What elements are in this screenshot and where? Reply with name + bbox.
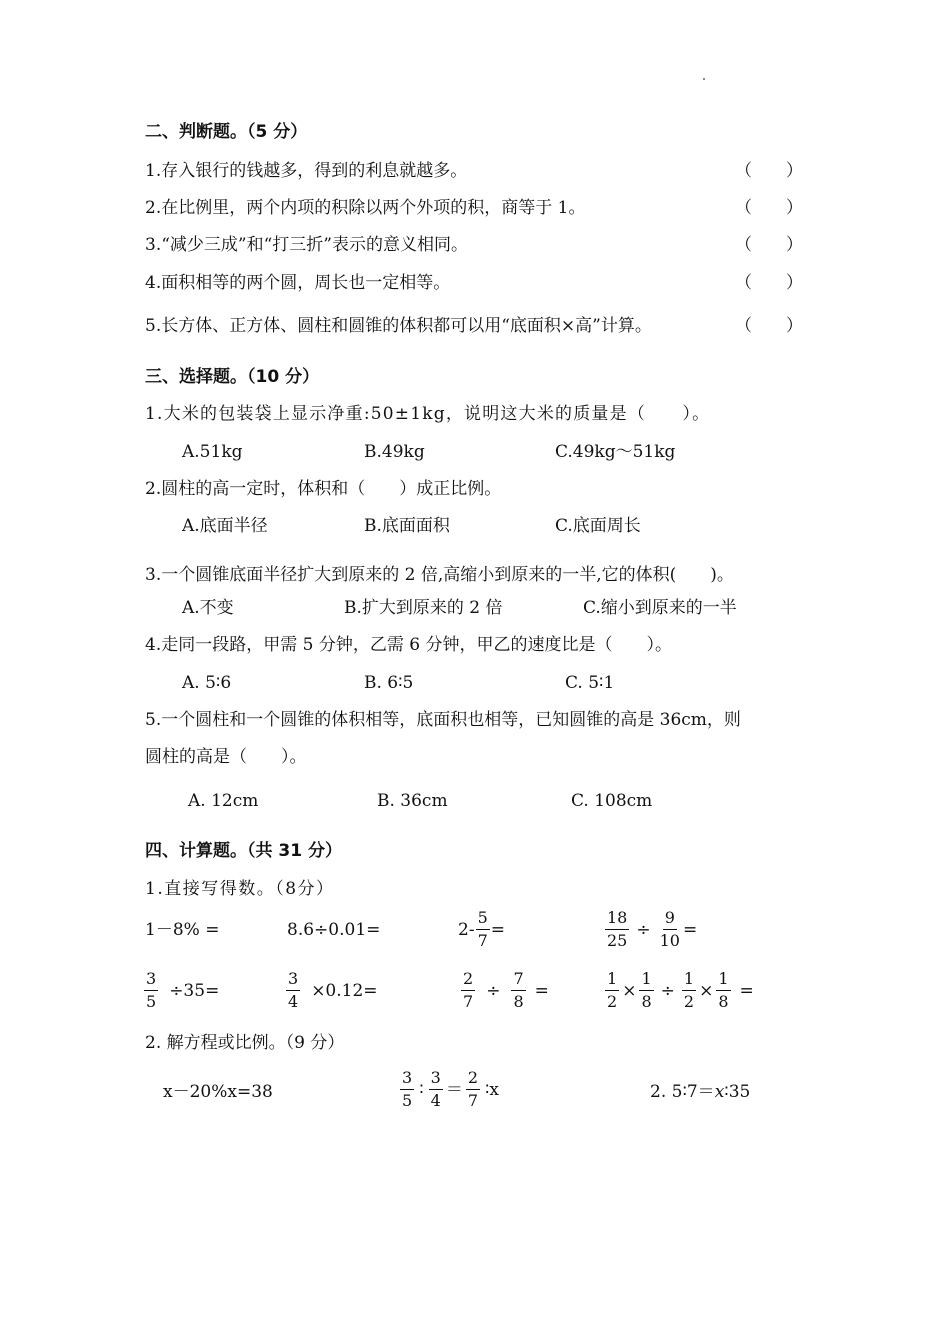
equation-2-post: ∶x <box>485 1079 500 1100</box>
calc-r1-c-pre: 2- <box>458 919 475 940</box>
section3-title: 三、选择题。（10 分） <box>145 367 320 387</box>
fraction-den: 10 <box>659 931 680 950</box>
choice-q4-option-b[interactable]: B. 6∶5 <box>364 673 414 693</box>
judge-bracket-4[interactable]: （ ） <box>735 273 803 293</box>
choice-q1: 1.大米的包装袋上显示净重:50±1kg，说明这大米的质量是（ ）。 <box>145 404 711 424</box>
fraction-num: 1 <box>716 970 730 991</box>
op: ÷ <box>636 919 651 940</box>
op: ＝ <box>445 1079 463 1100</box>
choice-q4-option-a[interactable]: A. 5∶6 <box>182 673 232 693</box>
judge-item-1: 1.存入银行的钱越多，得到的利息就越多。 <box>145 161 468 181</box>
equation-3-var: x <box>714 1082 725 1102</box>
judge-bracket-2[interactable]: （ ） <box>735 198 803 218</box>
calc-sub1-title: 1.直接写得数。（8分） <box>145 879 335 899</box>
fraction-num: 1 <box>682 970 696 991</box>
fraction <box>476 909 490 950</box>
fraction-den: 7 <box>463 992 474 1011</box>
fraction <box>286 970 300 1011</box>
op: ÷ <box>660 980 675 1001</box>
judge-bracket-3[interactable]: （ ） <box>735 235 803 255</box>
choice-q5-option-a[interactable]: A. 12cm <box>188 791 259 811</box>
section2-title: 二、判断题。（5 分） <box>145 122 308 142</box>
choice-q5-line2: 圆柱的高是（ ）。 <box>145 747 307 767</box>
fraction-num: 3 <box>429 1069 443 1090</box>
fraction-den: 4 <box>288 992 299 1011</box>
fraction-den: 2 <box>607 992 618 1011</box>
equation-3 <box>650 1081 750 1103</box>
choice-q4-option-c[interactable]: C. 5∶1 <box>565 673 615 693</box>
op: × <box>622 980 637 1001</box>
fraction-den: 8 <box>641 992 652 1011</box>
fraction <box>144 970 158 1011</box>
fraction <box>461 970 475 1011</box>
calc-r1-c <box>458 909 505 950</box>
choice-q5-option-c[interactable]: C. 108cm <box>571 791 653 811</box>
fraction-num: 2 <box>466 1069 480 1090</box>
choice-q1-option-a[interactable]: A.51kg <box>182 442 243 462</box>
choice-q2-option-a[interactable]: A.底面半径 <box>182 516 268 536</box>
choice-q3: 3.一个圆锥底面半径扩大到原来的 2 倍,高缩小到原来的一半,它的体积( )。 <box>145 565 734 585</box>
fraction-num: 3 <box>286 970 300 991</box>
fraction <box>682 970 696 1011</box>
calc-r1-a: 1－8% = <box>145 920 220 940</box>
fraction-num: 18 <box>605 909 629 930</box>
fraction-den: 8 <box>718 992 729 1011</box>
op: ∶ <box>419 1079 424 1100</box>
calc-r1-b: 8.6÷0.01= <box>287 920 381 940</box>
fraction-den: 25 <box>607 931 628 950</box>
fraction-num: 5 <box>476 909 490 930</box>
fraction <box>605 970 619 1011</box>
choice-q2-option-b[interactable]: B.底面面积 <box>364 516 450 536</box>
fraction-num: 3 <box>144 970 158 991</box>
fraction <box>400 1069 414 1110</box>
fraction-num: 3 <box>400 1069 414 1090</box>
calc-r2-d <box>604 970 754 1011</box>
calc-sub2-title: 2. 解方程或比例。（9 分） <box>145 1033 345 1053</box>
choice-q3-option-b[interactable]: B.扩大到原来的 2 倍 <box>344 598 503 618</box>
calc-r2-b <box>285 970 378 1011</box>
fraction-num: 7 <box>511 970 525 991</box>
op: ÷ <box>486 980 501 1001</box>
section4-title: 四、计算题。（共 31 分） <box>145 841 342 861</box>
fraction <box>658 909 682 950</box>
fraction <box>511 970 525 1011</box>
calc-r1-d <box>604 909 697 950</box>
choice-q2: 2.圆柱的高一定时，体积和（ ）成正比例。 <box>145 479 502 499</box>
op: × <box>699 980 714 1001</box>
fraction-den: 8 <box>513 992 524 1011</box>
choice-q4: 4.走同一段路，甲需 5 分钟，乙需 6 分钟，甲乙的速度比是（ ）。 <box>145 635 672 655</box>
fraction <box>605 909 629 950</box>
fraction-num: 1 <box>605 970 619 991</box>
choice-q3-option-a[interactable]: A.不变 <box>182 598 234 618</box>
fraction-den: 7 <box>467 1091 478 1110</box>
judge-item-5: 5.长方体、正方体、圆柱和圆锥的体积都可以用“底面积×高”计算。 <box>145 316 652 336</box>
fraction <box>429 1069 443 1110</box>
choice-q2-option-c[interactable]: C.底面周长 <box>555 516 641 536</box>
fraction-den: 2 <box>683 992 695 1011</box>
fraction <box>639 970 653 1011</box>
scan-dot <box>703 78 705 80</box>
choice-q1-option-b[interactable]: B.49kg <box>364 442 425 462</box>
judge-item-3: 3.“减少三成”和“打三折”表示的意义相同。 <box>145 235 468 255</box>
judge-item-2: 2.在比例里，两个内项的积除以两个外项的积，商等于 1。 <box>145 198 586 218</box>
calc-r2-a <box>143 970 219 1011</box>
choice-q1-option-c[interactable]: C.49kg～51kg <box>555 442 676 462</box>
equation-3-pre: 2. 5∶7＝ <box>650 1082 715 1102</box>
choice-q5-option-b[interactable]: B. 36cm <box>377 791 448 811</box>
calc-r2-c <box>460 970 549 1011</box>
fraction <box>716 970 730 1011</box>
judge-item-4: 4.面积相等的两个圆，周长也一定相等。 <box>145 273 451 293</box>
calc-r2-a-post: ÷35= <box>169 980 220 1001</box>
choice-q5-line1: 5.一个圆柱和一个圆锥的体积相等，底面积也相等，已知圆锥的高是 36cm，则 <box>145 710 741 730</box>
calc-r1-d-post: = <box>682 919 698 940</box>
fraction-den: 5 <box>146 992 157 1011</box>
judge-bracket-5[interactable]: （ ） <box>735 316 803 336</box>
judge-bracket-1[interactable]: （ ） <box>735 161 803 181</box>
fraction-den: 4 <box>430 1091 441 1110</box>
equation-3-post: ∶35 <box>724 1082 751 1102</box>
calc-r1-c-post: = <box>490 919 505 940</box>
calc-r2-b-post: ×0.12= <box>311 980 378 1001</box>
fraction-num: 2 <box>461 970 475 991</box>
choice-q3-option-c[interactable]: C.缩小到原来的一半 <box>583 598 737 618</box>
equation-2 <box>399 1069 499 1110</box>
calc-r2-d-post: = <box>739 980 754 1001</box>
calc-r2-c-post: = <box>534 980 549 1001</box>
fraction <box>466 1069 480 1110</box>
fraction-num: 1 <box>639 970 653 991</box>
equation-1: x－20%x=38 <box>163 1082 273 1102</box>
fraction-num: 9 <box>663 909 677 930</box>
fraction-den: 7 <box>477 931 488 950</box>
fraction-den: 5 <box>402 1091 413 1110</box>
